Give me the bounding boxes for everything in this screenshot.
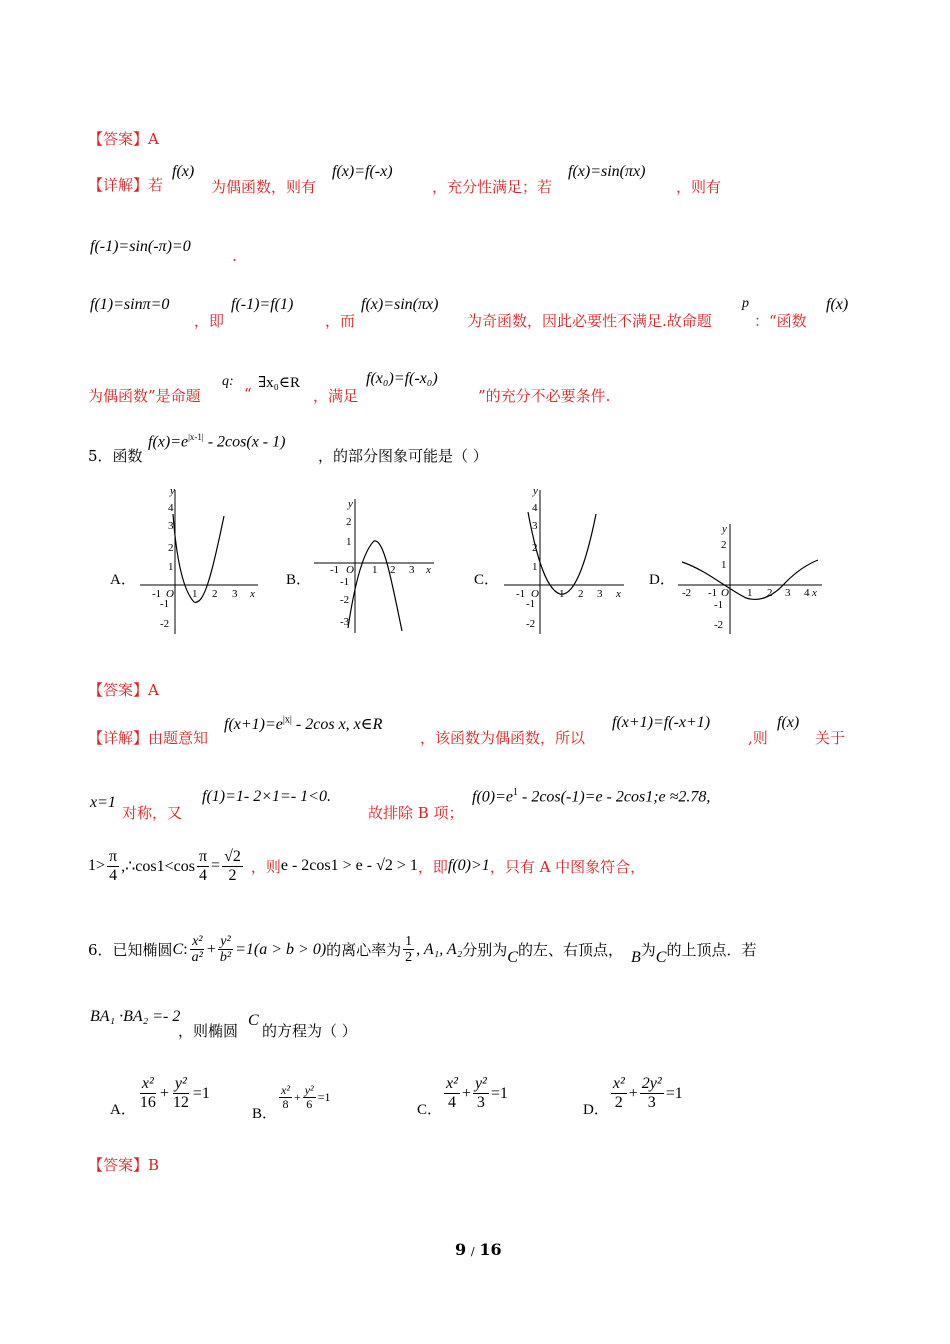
- x-tick: 4: [804, 587, 810, 599]
- text: 若: [148, 176, 164, 194]
- y-tick: 4: [532, 502, 538, 514]
- x-tick: 2: [212, 588, 218, 600]
- x-tick: 1: [747, 587, 753, 599]
- text: 的方程为（ ）: [262, 1022, 357, 1040]
- y-tick: -2: [160, 618, 170, 630]
- y-tick: -1: [714, 599, 724, 611]
- option-d-label: D．: [649, 572, 675, 588]
- x-tick: 3: [232, 588, 238, 600]
- x-tick: -1: [708, 587, 718, 599]
- y-tick: 1: [721, 559, 727, 571]
- formula-fx3: f(x): [777, 714, 800, 731]
- x-label: x: [250, 588, 255, 600]
- option-a-label: A．: [110, 572, 136, 588]
- text: ，该函数为偶函数，所以: [420, 729, 586, 747]
- text: ，而: [325, 312, 356, 330]
- y-tick: -2: [340, 594, 350, 606]
- answer5-label: 【答案】A: [88, 681, 159, 699]
- answer6-label: 【答案】B: [88, 1156, 160, 1174]
- text: 关于: [815, 729, 846, 747]
- curve: [528, 512, 596, 594]
- x-tick: -1: [330, 564, 340, 576]
- y-tick: 2: [721, 539, 727, 551]
- text: 为奇函数，因此必要性不满足.故命题: [467, 312, 712, 330]
- x-tick: 3: [785, 587, 791, 599]
- detail-tag: 【详解】: [88, 176, 149, 194]
- formula-sin2: f(x)=sin(πx): [361, 296, 439, 313]
- formula-sin: f(x)=sin(πx): [568, 163, 646, 180]
- text: ,则: [748, 729, 768, 747]
- x-tick: -1: [516, 588, 526, 600]
- frac-pi4: $\frac{\pi}{4}$: [109, 848, 118, 884]
- formula-x1: x=1: [90, 794, 116, 811]
- option-b-label: B．: [286, 572, 312, 588]
- y-tick: -2: [526, 618, 536, 630]
- y-label: y: [722, 523, 727, 535]
- text: ，即: [194, 312, 225, 330]
- formula-f1: f(1)=sinπ=0: [90, 296, 170, 313]
- formula-fx2: f(x): [826, 296, 849, 313]
- x-tick: -1: [152, 588, 162, 600]
- formula-fm1-f1: f(-1)=f(1): [231, 296, 294, 313]
- text: 为偶函数”是命题: [88, 387, 201, 405]
- x-label: x: [616, 588, 621, 600]
- x-tick: O: [166, 588, 174, 600]
- y-tick: 3: [532, 520, 538, 532]
- formula-x0: f(x₀)=f(-x₀): [366, 370, 438, 387]
- text: ，满足: [313, 387, 359, 405]
- q5-tail: ，的部分图象可能是（ ）: [318, 447, 488, 465]
- y-tick: 1: [168, 561, 174, 573]
- text: ，充分性满足；若: [432, 178, 553, 196]
- graph-a: [132, 484, 262, 638]
- y-tick: -3: [340, 616, 350, 628]
- y-tick: -2: [714, 619, 724, 631]
- y-tick: 2: [168, 542, 174, 554]
- formula-f0: $f(0)=e^1 - 2\cos(-1)=e$ - 2cos1;e ≈2.78,: [472, 787, 711, 806]
- x-tick: 1: [559, 588, 565, 600]
- option-c-label: C．: [474, 572, 500, 588]
- x-tick: 2: [767, 587, 773, 599]
- var-q: q:: [222, 374, 234, 389]
- text: 对称，又: [122, 804, 183, 822]
- y-tick: -1: [526, 598, 536, 610]
- x-tick: -2: [682, 587, 692, 599]
- y-tick: 3: [168, 520, 174, 532]
- x-tick: 2: [390, 564, 396, 576]
- y-tick: 2: [532, 542, 538, 554]
- x-label: x: [426, 564, 431, 576]
- text: ，则有: [676, 178, 722, 196]
- x-tick: O: [346, 564, 354, 576]
- answer-label: 【答案】A: [88, 130, 159, 148]
- y-tick: 2: [346, 516, 352, 528]
- y-tick: 1: [532, 561, 538, 573]
- var-p: p: [742, 296, 749, 311]
- x-label: x: [812, 587, 817, 599]
- formula-f1-neg: f(1)=1- 2×1=- 1<0.: [202, 788, 331, 805]
- formula-dot: BA₁ ·BA₂ =- 2: [90, 1008, 181, 1025]
- text: ：“函数: [754, 312, 807, 330]
- q6-option-a: A． $\frac{\text{x²}}{16}$ + $\frac{\text{y²}}{12}$ =1: [110, 1075, 210, 1118]
- text: 【详解】由题意知: [88, 729, 209, 747]
- x-tick: 2: [578, 588, 584, 600]
- q6-option-d: D． $\frac{\text{x²}}{2}$ + $\frac{\text{2y²}}{3}$ =1: [583, 1075, 683, 1118]
- graph-d: [676, 518, 826, 636]
- detail-line-1: [88, 174, 163, 195]
- page-number: 9 / 16: [455, 1240, 502, 1259]
- text: ，则椭圆: [178, 1022, 239, 1040]
- curve: [348, 541, 402, 631]
- formula-fx: f(x): [172, 163, 195, 180]
- y-tick: 1: [346, 536, 352, 548]
- q5-function: $f(x)=e^{|x-1|} - 2\cos(x - 1)$: [148, 432, 286, 451]
- q6-option-c: C． $\frac{\text{x²}}{4}$ + $\frac{\text{y²}}{3}$ =1: [417, 1075, 508, 1118]
- formula-even: f(x)=f(-x): [332, 163, 393, 180]
- y-label: y: [348, 498, 353, 510]
- graph-c: [500, 484, 630, 638]
- x-tick: 3: [409, 564, 415, 576]
- x-tick: O: [531, 588, 539, 600]
- text: ”的充分不必要条件.: [478, 387, 611, 405]
- text: 为偶函数，则有: [211, 178, 317, 196]
- q6-line1: 6．已知椭圆 C : $\frac{\text{x²}}{\text{a²}}$ + $\frac{\text{y²}}{\text{b²}}$ =1(a > b > 0) 的离心率为 $\frac{1}{2}$ , A₁, A₂ 分别为 C 的左、右顶点， B 为 C 的上顶点．若: [88, 934, 757, 966]
- formula-f-minus1: f(-1)=sin(-π)=0: [90, 238, 191, 255]
- x-tick: 3: [597, 588, 603, 600]
- y-tick: -1: [340, 576, 350, 588]
- graph-b: [310, 493, 440, 635]
- y-tick: 4: [168, 502, 174, 514]
- frac-pi4b: $\frac{\pi}{4}$: [198, 848, 208, 884]
- y-label: y: [170, 485, 175, 497]
- formula-exists: ∃x₀∈R: [258, 375, 300, 391]
- y-label: y: [533, 485, 538, 497]
- line-pi: 1> $\frac{\pi}{4}$ ,∴cos1<cos $\frac{\pi}{4}$ = $\frac{√2}{2}$ ，则 e - 2cos1 > e - √2 > 1 ，即 f(0)>1 ，只有 A 中图象符合，: [88, 848, 646, 884]
- text: 故排除 B 项；: [368, 804, 464, 822]
- q6-option-b: B． $\frac{\text{x²}}{8}$ + $\frac{\text{y²}}{6}$ =1: [252, 1082, 331, 1122]
- formula-sym: f(x+1)=f(-x+1): [612, 714, 711, 731]
- x-tick: 1: [192, 588, 198, 600]
- var-c: C: [248, 1012, 259, 1029]
- y-tick: -1: [160, 598, 170, 610]
- frac-sqrt2: $\frac{√2}{2}$: [224, 848, 241, 884]
- formula-fx1: $f(x+1)=e^{|x|} - 2\cos$ x, x∈R: [224, 714, 383, 733]
- text: “: [244, 385, 252, 403]
- q5-number: 5．函数: [88, 447, 143, 465]
- x-tick: O: [721, 587, 729, 599]
- x-tick: 1: [372, 564, 378, 576]
- text: .: [232, 247, 237, 265]
